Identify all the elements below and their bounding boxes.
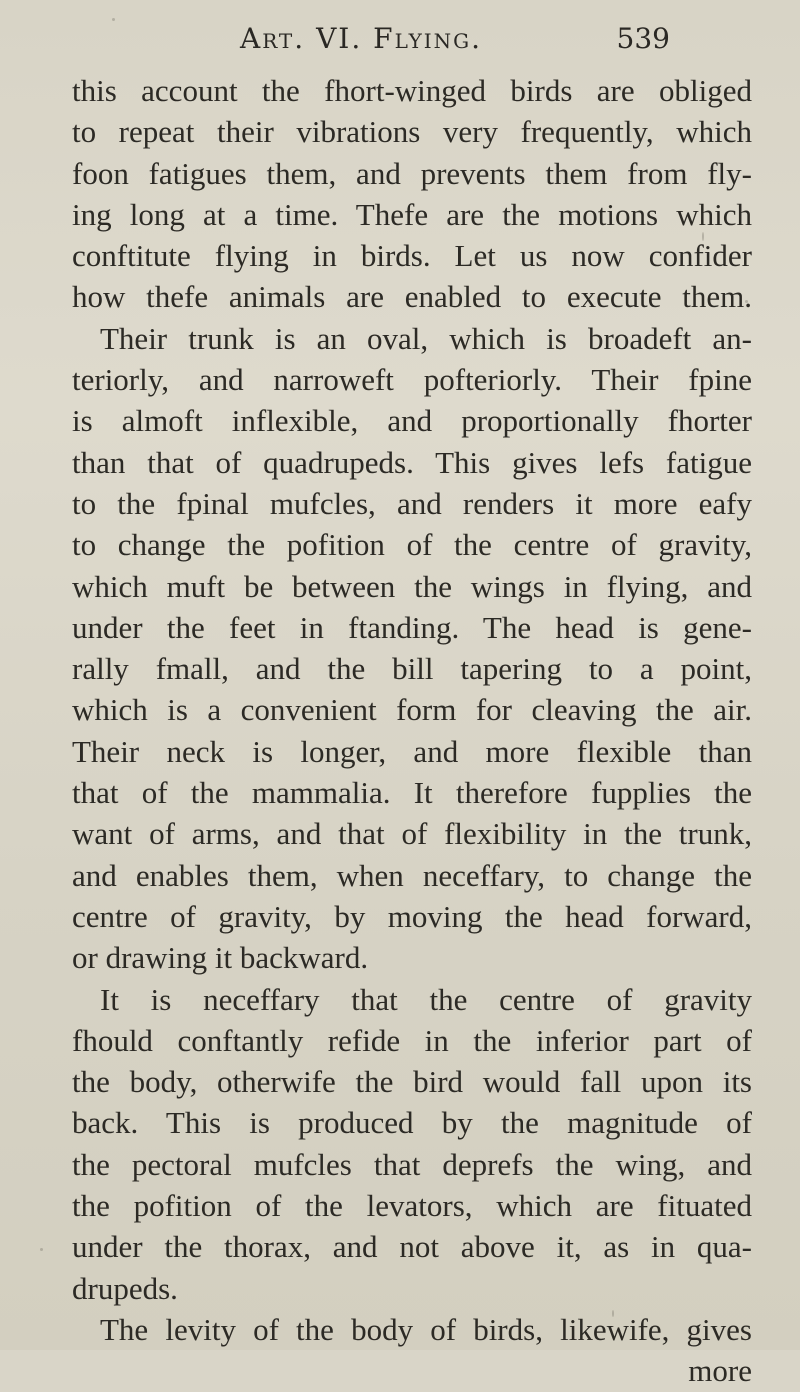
- text-line: to change the pofition of the centre of gravity,: [72, 527, 752, 563]
- text-line: ing long at a time. Thefe are the motions which: [72, 196, 752, 232]
- text-line: conftitute flying in birds. Let us now confider: [72, 238, 752, 274]
- text-line: to repeat their vibrations very frequently, which: [72, 114, 752, 150]
- text-line: back. This is produced by the magnitude of: [72, 1105, 752, 1141]
- text-line: which is a convenient form for cleaving the air.: [72, 692, 752, 728]
- catchword: more: [688, 1353, 752, 1389]
- page-header: [240, 22, 670, 58]
- text-line: how thefe animals are enabled to execute them.: [72, 279, 752, 315]
- text-line: than that of quadrupeds. This gives lefs fatigue: [72, 444, 752, 480]
- text-line: The levity of the body of birds, likewife, gives: [100, 1311, 752, 1347]
- paper-speck: [112, 18, 115, 21]
- text-line: the pectoral mufcles that deprefs the wing, and: [72, 1146, 752, 1182]
- text-line: centre of gravity, by moving the head forward,: [72, 898, 752, 934]
- text-line: which muft be between the wings in flying, and: [72, 568, 752, 604]
- text-line: foon fatigues them, and prevents them from fly-: [72, 155, 752, 191]
- text-line: the pofition of the levators, which are fituated: [72, 1188, 752, 1224]
- text-line: want of arms, and that of flexibility in the trunk,: [72, 816, 752, 852]
- paper-speck: [40, 1248, 43, 1251]
- text-line: the body, otherwife the bird would fall upon its: [72, 1064, 752, 1100]
- text-line: Their neck is longer, and more flexible than: [72, 733, 752, 769]
- text-line: under the feet in ftanding. The head is gene-: [72, 609, 752, 645]
- text-line: teriorly, and narroweft pofteriorly. Their fpine: [72, 362, 752, 398]
- text-line: that of the mammalia. It therefore fupplies the: [72, 775, 752, 811]
- page-number: 539: [616, 22, 670, 55]
- text-line: Their trunk is an oval, which is broadeft an-: [100, 320, 752, 356]
- text-line: this account the fhort-winged birds are obliged: [72, 73, 752, 108]
- text-line: It is neceffary that the centre of gravity: [100, 981, 752, 1017]
- text-line: and enables them, when neceffary, to change the: [72, 857, 752, 893]
- text-line: under the thorax, and not above it, as in qua-: [72, 1229, 752, 1265]
- text-line: drupeds.: [72, 1270, 178, 1306]
- text-line: to the fpinal mufcles, and renders it more eafy: [72, 485, 752, 521]
- body-text: [72, 70, 752, 1392]
- text-line: or drawing it backward.: [72, 940, 369, 976]
- text-line: is almoft inflexible, and proportionally fhorter: [72, 403, 752, 439]
- text-line: rally fmall, and the bill tapering to a point,: [72, 651, 752, 687]
- running-head: Art. VI. Flying.: [240, 22, 483, 55]
- text-line: fhould conftantly refide in the inferior part of: [72, 1022, 752, 1058]
